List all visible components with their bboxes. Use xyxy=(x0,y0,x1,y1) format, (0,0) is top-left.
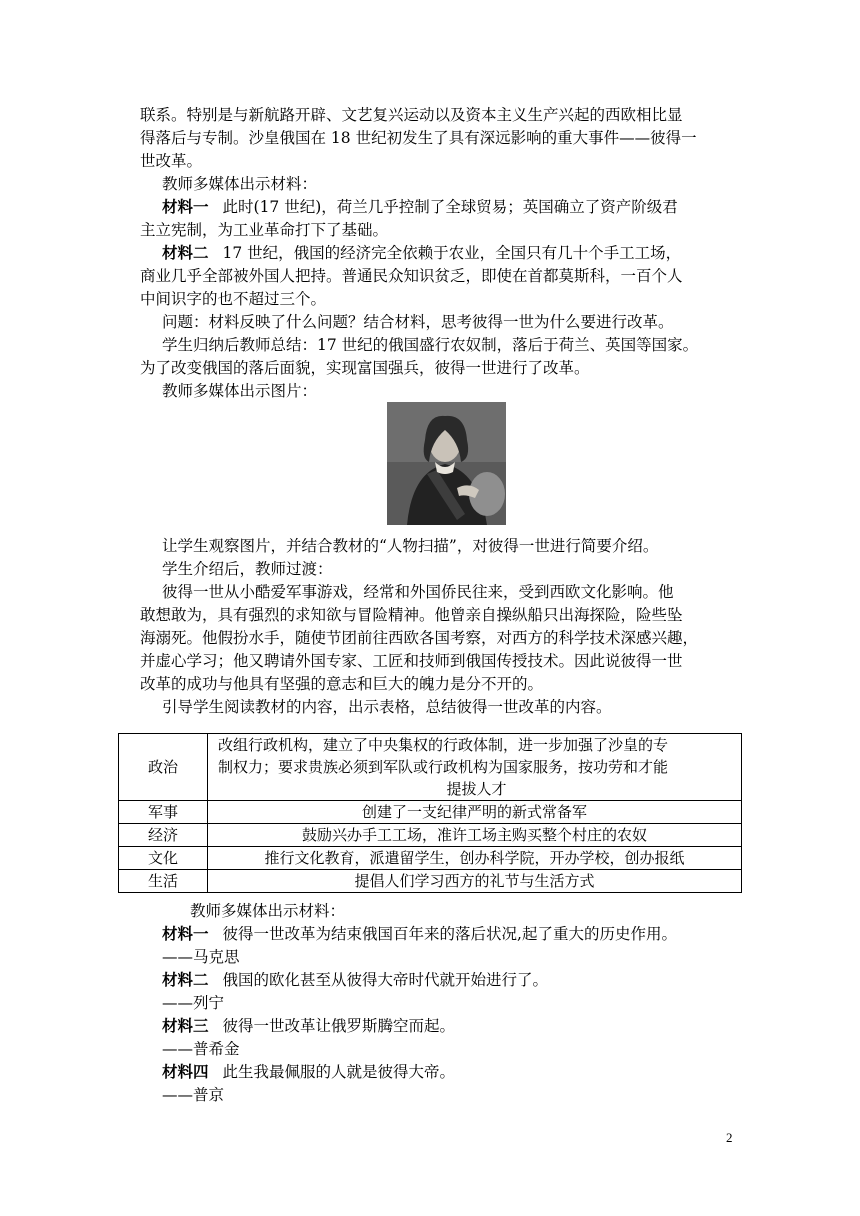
table-key: 政治 xyxy=(119,734,208,801)
text-line: 引导学生阅读教材的内容，出示表格，总结彼得一世改革的内容。 xyxy=(162,698,612,716)
text-line: 得落后与专制。沙皇俄国在 18 世纪初发生了具有深远影响的重大事件——彼得一 xyxy=(140,129,697,147)
table-row xyxy=(119,734,742,801)
portrait-figure xyxy=(387,402,506,525)
table-row xyxy=(119,824,742,847)
table-key: 军事 xyxy=(119,801,208,824)
text-line: 敢想敢为，具有强烈的求知欲与冒险精神。他曾亲自操纵船只出海探险，险些坠 xyxy=(140,606,683,624)
text-line: 彼得一世从小酷爱军事游戏，经常和外国侨民往来，受到西欧文化影响。他 xyxy=(162,583,674,601)
page-number: 2 xyxy=(726,1130,733,1145)
material-label: 材料一 xyxy=(162,197,209,216)
text-line: 世改革。 xyxy=(140,152,203,170)
table-value: 推行文化教育，派遣留学生，创办科学院，开办学校，创办报纸 xyxy=(208,847,742,870)
quote-text: 彼得一世改革为结束俄国百年来的落后状况,起了重大的历史作用。 xyxy=(222,925,677,943)
table-value xyxy=(208,734,742,801)
quote-label: 材料四 xyxy=(162,1062,209,1081)
quote-line xyxy=(162,969,548,991)
text-line: 让学生观察图片，并结合教材的“人物扫描”，对彼得一世进行简要介绍。 xyxy=(162,537,659,555)
table-value: 提倡人们学习西方的礼节与生活方式 xyxy=(208,870,742,893)
text-line: 海溺死。他假扮水手，随使节团前往西欧各国考察，对西方的科学技术深感兴趣， xyxy=(140,629,699,647)
quote-text: 此生我最佩服的人就是彼得大帝。 xyxy=(222,1063,456,1081)
text-line: 为了改变俄国的落后面貌，实现富国强兵，彼得一世进行了改革。 xyxy=(140,359,590,377)
quote-line xyxy=(162,1015,455,1037)
text-line: 教师多媒体出示图片： xyxy=(162,382,318,400)
quote-source: ——普京 xyxy=(162,1086,225,1104)
table-value-line: 制权力；要求贵族必须到军队或行政机构为国家服务，按功劳和才能 xyxy=(218,758,669,776)
quote-line xyxy=(162,1061,455,1083)
material-label: 材料二 xyxy=(162,243,209,262)
text-line: 学生归纳后教师总结：17 世纪的俄国盛行农奴制，落后于荷兰、英国等国家。 xyxy=(162,336,699,354)
table-key: 生活 xyxy=(119,870,208,893)
material-paragraph xyxy=(162,196,678,218)
quote-source: ——马克思 xyxy=(162,948,240,966)
quote-label: 材料一 xyxy=(162,924,209,943)
quote-label: 材料三 xyxy=(162,1016,209,1035)
quote-text: 俄国的欧化甚至从彼得大帝时代就开始进行了。 xyxy=(222,971,549,989)
quote-text: 彼得一世改革让俄罗斯腾空而起。 xyxy=(222,1017,456,1035)
table-row xyxy=(119,801,742,824)
table-key: 文化 xyxy=(119,847,208,870)
quote-label: 材料二 xyxy=(162,970,209,989)
table-value-line: 改组行政机构，建立了中央集权的行政体制，进一步加强了沙皇的专 xyxy=(218,736,669,754)
table-row xyxy=(119,847,742,870)
table-row xyxy=(119,870,742,893)
text-line: 商业几乎全部被外国人把持。普通民众知识贫乏，即使在首都莫斯科，一百个人 xyxy=(140,267,683,285)
text-line: 教师多媒体出示材料： xyxy=(190,902,346,920)
portrait-image xyxy=(387,402,506,525)
quote-line xyxy=(162,923,677,945)
reform-table xyxy=(118,733,742,893)
material-paragraph xyxy=(162,242,681,264)
text-line: 中间识字的也不超过三个。 xyxy=(140,290,327,308)
text-line: 改革的成功与他具有坚强的意志和巨大的魄力是分不开的。 xyxy=(140,675,544,693)
quote-source: ——列宁 xyxy=(162,994,225,1012)
text-line: 主立宪制，为工业革命打下了基础。 xyxy=(140,221,389,239)
quote-source: ——普希金 xyxy=(162,1040,240,1058)
table-value: 鼓励兴办手工工场，准许工场主购买整个村庄的农奴 xyxy=(208,824,742,847)
text-line: 问题：材料反映了什么问题？结合材料，思考彼得一世为什么要进行改革。 xyxy=(162,313,674,331)
text-line: 学生介绍后，教师过渡： xyxy=(162,560,333,578)
material-text: 17 世纪，俄国的经济完全依赖于农业，全国只有几十个手工工场， xyxy=(222,244,682,262)
table-value-line: 提拔人才 xyxy=(446,780,507,798)
table-key: 经济 xyxy=(119,824,208,847)
text-line: 并虚心学习；他又聘请外国专家、工匠和技师到俄国传授技术。因此说彼得一世 xyxy=(140,652,683,670)
table-value: 创建了一支纪律严明的新式常备军 xyxy=(208,801,742,824)
text-line: 联系。特别是与新航路开辟、文艺复兴运动以及资本主义生产兴起的西欧相比显 xyxy=(140,106,683,124)
material-text: 此时(17 世纪)，荷兰几乎控制了全球贸易；英国确立了资产阶级君 xyxy=(222,198,678,216)
text-line: 教师多媒体出示材料： xyxy=(162,175,318,193)
